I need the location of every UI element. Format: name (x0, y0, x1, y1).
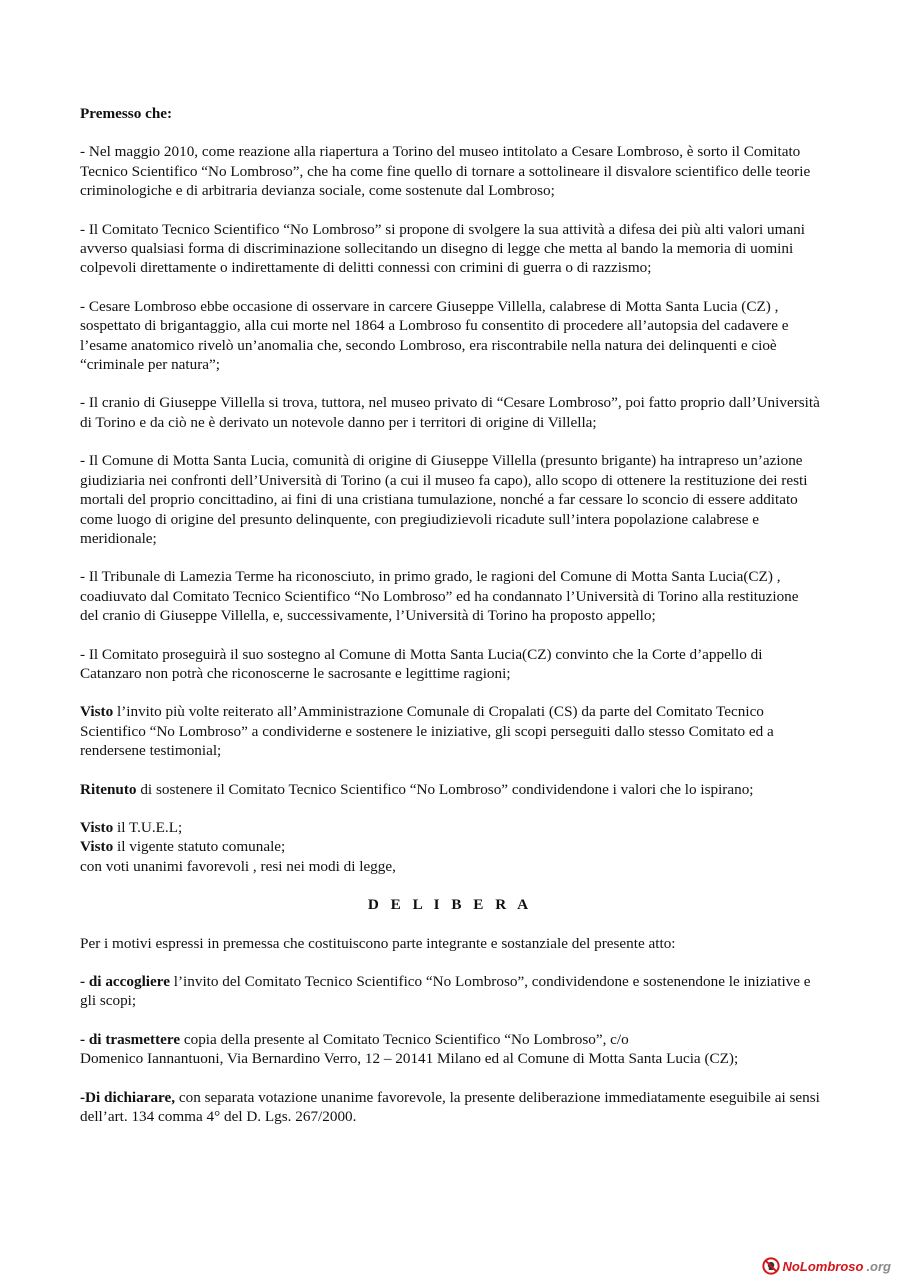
no-lombroso-logo-icon (762, 1257, 780, 1275)
watermark-domain: .org (866, 1258, 891, 1274)
visto-invito-paragraph (80, 702, 820, 760)
visto-tuel-line (80, 818, 820, 837)
accogliere-text: l’invito del Comitato Tecnico Scientifico “No Lombroso”, condividendone e sostenendone le iniziative e gli scopi; (80, 973, 811, 1010)
nolombroso-watermark (762, 1255, 891, 1277)
ritenuto-text: di sostenere il Comitato Tecnico Scientifico “No Lombroso” condividendone i valori che lo ispirano; (136, 780, 754, 798)
visto-statuto-text: il vigente statuto comunale; (113, 838, 286, 856)
visto-invito-text: l’invito più volte reiterato all’Amministrazione Comunale di Cropalati (CS) da parte del Comitato Tecnico Scientifico “No Lombroso” a condividerne e sostenere le iniziative, gli scopi perseguiti dallo stesso Comitato ed a rendersene testimonial; (80, 703, 774, 760)
premesso-heading: Premesso che: (80, 105, 173, 122)
ritenuto-label: Ritenuto (80, 780, 137, 798)
watermark-name: NoLombroso (782, 1258, 864, 1274)
premesso-paragraph-2: - Il Comitato Tecnico Scientifico “No Lombroso” si propone di svolgere la sua attività a difesa dei più alti valori umani avverso qualsiasi forma di discriminazione sollecitando un disegno di legge che metta al bando la memoria di uomini colpevoli direttamente o indirettamente di delitti connessi con crimini di guerra o di razzismo; (80, 220, 805, 277)
visto-tuel-text: il T.U.E.L; (113, 818, 183, 836)
premesso-paragraph-6: - Il Tribunale di Lamezia Terme ha riconosciuto, in primo grado, le ragioni del Comune di Motta Santa Lucia(CZ) , coadiuvato dal Comitato Tecnico Scientifico “No Lombroso” ed ha condannato l’Università di Torino alla restituzione del cranio di Giuseppe Villella, e, successivamente, l’Università di Torino ha proposto appello; (80, 568, 799, 625)
visto-tuel-label: Visto (80, 818, 114, 836)
ritenuto-paragraph (80, 780, 820, 799)
premesso-paragraph-7: - Il Comitato proseguirà il suo sostegno al Comune di Motta Santa Lucia(CZ) convinto che la Corte d’appello di Catanzaro non potrà che riconoscerne le sacrosante e legittime ragioni; (80, 645, 763, 682)
accogliere-label: - di accogliere (80, 973, 170, 990)
accogliere-paragraph (80, 972, 820, 1011)
dichiarare-paragraph (80, 1088, 820, 1127)
voti-line: con voti unanimi favorevoli , resi nei modi di legge, (80, 857, 396, 875)
dichiarare-label: -Di dichiarare, (80, 1088, 176, 1106)
motivi-paragraph: Per i motivi espressi in premessa che costituiscono parte integrante e sostanziale del presente atto: (80, 934, 676, 952)
trasmettere-label: - di trasmettere (80, 1030, 181, 1048)
delibera-title: D E L I B E R A (367, 896, 533, 914)
premesso-paragraph-4: - Il cranio di Giuseppe Villella si trova, tuttora, nel museo privato di “Cesare Lombroso”, poi fatto proprio dall’Università di Torino e da ciò ne è derivato un notevole danno per i territori di origine di Villella; (80, 394, 820, 431)
visto-statuto-line (80, 837, 820, 856)
trasmettere-text-2: Domenico Iannantuoni, Via Bernardino Verro, 12 – 20141 Milano ed al Comune di Motta Santa Lucia (CZ); (80, 1050, 739, 1068)
dichiarare-text: con separata votazione unanime favorevole, la presente deliberazione immediatamente eseguibile ai sensi dell’art. 134 comma 4° del D. Lgs. 267/2000. (80, 1088, 820, 1126)
trasmettere-text-1: copia della presente al Comitato Tecnico Scientifico “No Lombroso”, c/o (180, 1030, 629, 1048)
trasmettere-paragraph (80, 1030, 820, 1069)
premesso-paragraph-1: - Nel maggio 2010, come reazione alla riapertura a Torino del museo intitolato a Cesare Lombroso, è sorto il Comitato Tecnico Scientifico “No Lombroso”, che ha come fine quello di tornare a sottolineare il disvalore scientifico delle teorie criminologiche e di arbitraria devianza sociale, come sostenute dal Lombroso; (80, 143, 811, 200)
visto-label: Visto (80, 703, 114, 721)
visto-statuto-label: Visto (80, 838, 114, 856)
document-body (80, 104, 820, 1145)
premesso-paragraph-3: - Cesare Lombroso ebbe occasione di osservare in carcere Giuseppe Villella, calabrese di Motta Santa Lucia (CZ) , sospettato di brigantaggio, alla cui morte nel 1864 a Lombroso fu consentito di procedere all’autopsia del cadavere e l’esame anatomico rivelò un’anomalia che, secondo Lombroso, era riscontrabile nella natura dei delinquenti e cioè “criminale per natura”; (80, 297, 789, 374)
premesso-paragraph-5: - Il Comune di Motta Santa Lucia, comunità di origine di Giuseppe Villella (presunto brigante) ha intrapreso un’azione giudiziaria nei confronti dell’Università di Torino (a cui il museo fa capo), allo scopo di ottenere la restituzione dei resti mortali del proprio concittadino, ai fini di una cristiana tumulazione, nonché a far cessare lo sconcio di essere additato come luogo di origine del presunto delinquente, con pregiudizievoli ricadute sull’intera popolazione calabrese e meridionale; (80, 452, 808, 547)
